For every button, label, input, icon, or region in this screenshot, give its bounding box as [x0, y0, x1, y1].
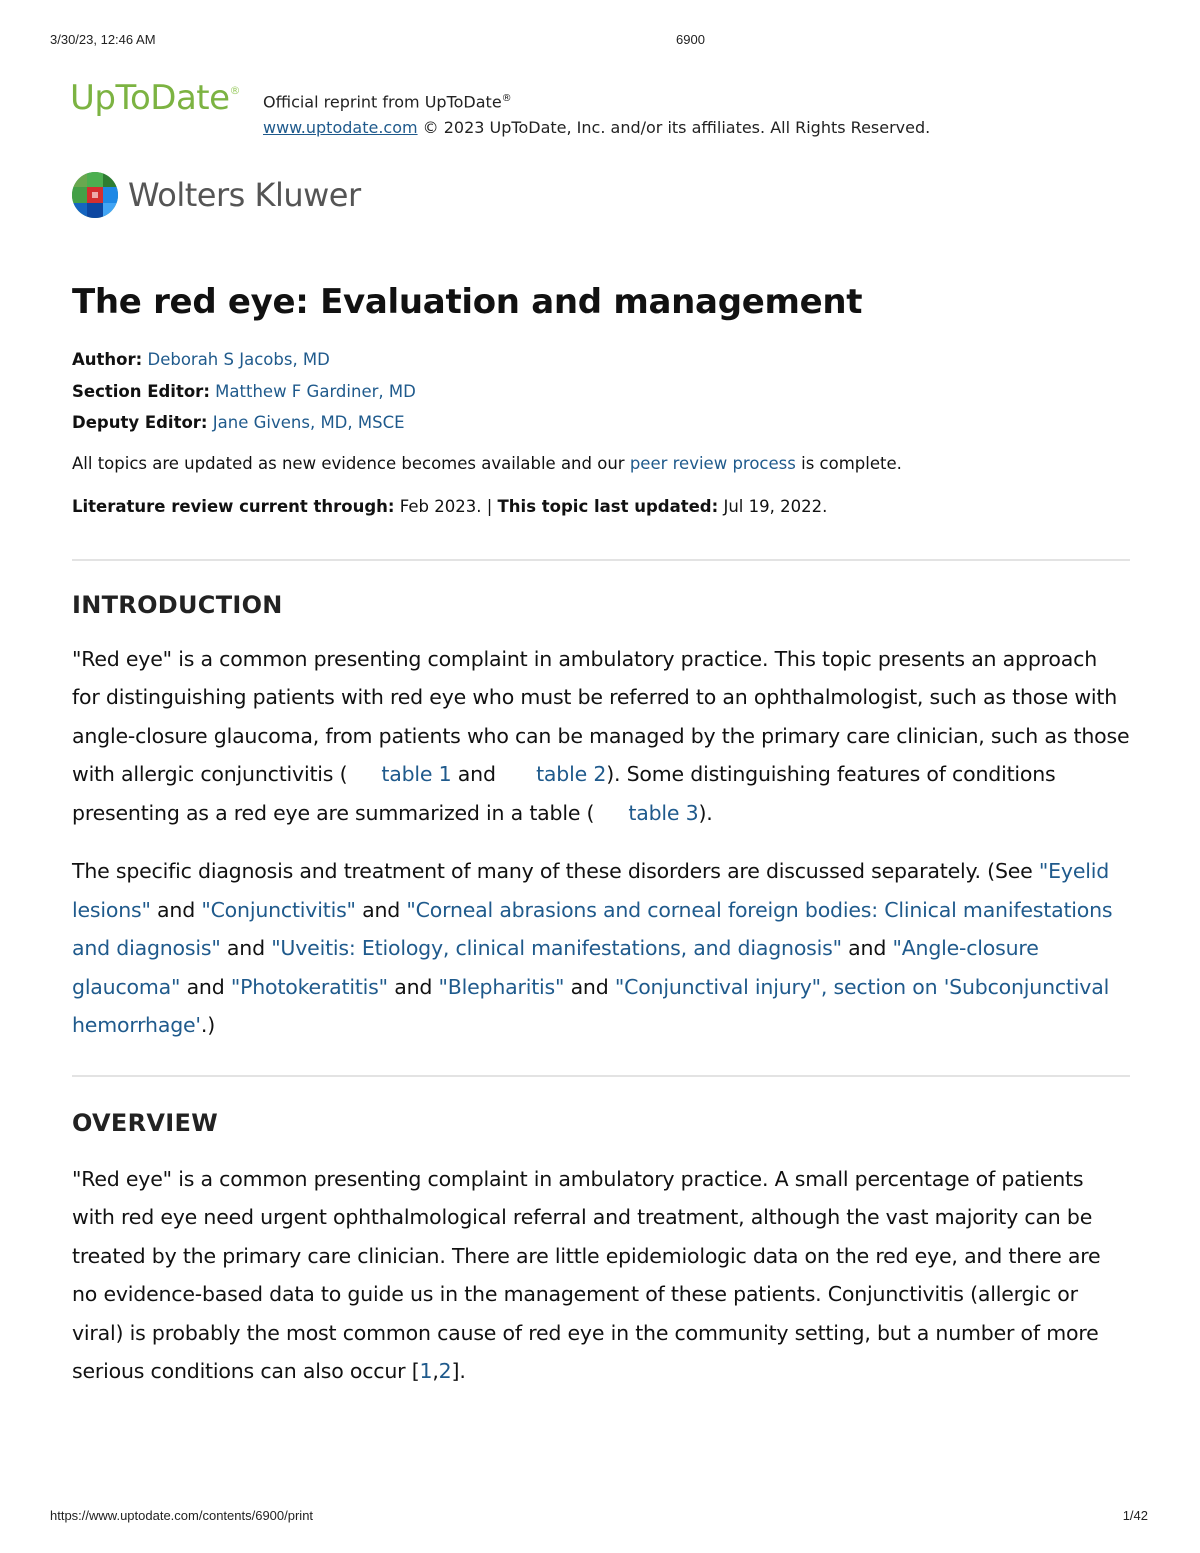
print-url: https://www.uptodate.com/contents/6900/print — [50, 1508, 314, 1523]
uptodate-logo: UpToDate® — [70, 78, 241, 118]
photokeratitis-link[interactable]: "Photokeratitis" — [230, 974, 388, 999]
overview-heading: OVERVIEW — [72, 1108, 218, 1137]
eyelid-lesions-link[interactable]: "Eyelid lesions" — [72, 859, 1110, 922]
blepharitis-link[interactable]: "Blepharitis" — [438, 974, 565, 999]
wolters-kluwer-globe-icon — [70, 170, 120, 220]
overview-paragraph-1: "Red eye" is a common presenting complaint in ambulatory practice. A small percentage of patients with red eye need urgent ophthalmological referral and treatment, although the vast majority can be treated by the primary care clinician. There are little epidemiologic data on the red eye, and there are no evidence-based data to guide us in the management of these patients. Conjunctivitis (allergic or viral) is probably the most common cause of red eye in the community setting, but a number of more serious conditions can also occur [1,2]. — [72, 1166, 1101, 1383]
peer-review-link[interactable]: peer review process — [629, 453, 796, 473]
intro-paragraph-1: "Red eye" is a common presenting complaint in ambulatory practice. This topic presents an approach for distinguishing patients with red eye who must be referred to an ophthalmologist, such as those with angle-closure glaucoma, from patients who can be managed by the primary care clinician, such as those with allergic conjunctivitis ( table 1 and table 2). Some distinguishing features of conditions presenting as a red eye are summarized in a table ( table 3). — [72, 646, 1130, 825]
article-authors: Author: Deborah S Jacobs, MD Section Editor: Matthew F Gardiner, MD Deputy Editor: Jane Givens, MD, MSCE — [72, 350, 416, 432]
uveitis-link[interactable]: "Uveitis: Etiology, clinical manifestations, and diagnosis" — [271, 936, 842, 960]
corneal-abrasions-link[interactable]: "Corneal abrasions and corneal foreign bodies: Clinical manifestations and diagnosis" — [72, 897, 1113, 960]
reference-1-link[interactable]: 1 — [419, 1359, 433, 1383]
reprint-line: Official reprint from UpToDate — [263, 92, 502, 112]
uptodate-link[interactable]: www.uptodate.com — [263, 118, 418, 138]
conjunctivitis-link[interactable]: "Conjunctivitis" — [201, 897, 356, 922]
reprint-notice: Official reprint from UpToDate® www.uptodate.com © 2023 UpToDate, Inc. and/or its affiliates. All Rights Reserved. — [263, 92, 931, 138]
reference-2-link[interactable]: 2 — [438, 1359, 452, 1383]
intro-paragraph-2: The specific diagnosis and treatment of many of these disorders are discussed separately. (See "Eyelid lesions" and "Conjunctivitis" and "Corneal abrasions and corneal foreign bodies: Clinical manifestations and diagnosis" and "Uveitis: Etiology, clinical manifestations, and diagnosis" and "Angle-closure glaucoma" and "Photokeratitis" and "Blepharitis" and "Conjunctival injury", section on 'Subconjunctival hemorrhage'.) — [72, 859, 1113, 1037]
page-number: 1/42 — [1122, 1508, 1148, 1523]
table-3-link[interactable]: table 3 — [628, 800, 699, 825]
update-note: All topics are updated as new evidence becomes available and our peer review process is complete. — [72, 453, 902, 473]
table-1-link[interactable]: table 1 — [381, 762, 452, 786]
divider — [72, 1075, 1130, 1077]
copyright-text: © 2023 UpToDate, Inc. and/or its affiliates. All Rights Reserved. — [417, 118, 931, 138]
table-2-link[interactable]: table 2 — [536, 762, 607, 786]
wolters-kluwer-logo — [70, 170, 361, 220]
divider — [72, 559, 1130, 561]
deputy-editor-link[interactable]: Jane Givens, MD, MSCE — [212, 413, 405, 432]
introduction-heading: INTRODUCTION — [72, 590, 283, 619]
section-editor-link[interactable]: Matthew F Gardiner, MD — [215, 381, 416, 401]
print-date: 3/30/23, 12:46 AM — [50, 32, 156, 47]
review-dates: Literature review current through: Feb 2023. | This topic last updated: Jul 19, 2022. — [72, 496, 828, 516]
article-title: The red eye: Evaluation and management — [72, 282, 863, 322]
conjunctival-injury-link[interactable]: "Conjunctival injury", section on 'Subconjunctival hemorrhage' — [72, 974, 1110, 1037]
author-link[interactable]: Deborah S Jacobs, MD — [147, 350, 330, 369]
angle-closure-glaucoma-link[interactable]: "Angle-closure glaucoma" — [72, 936, 1039, 999]
print-title: 6900 — [676, 32, 705, 47]
wolters-kluwer-wordmark: Wolters Kluwer — [128, 176, 361, 214]
article — [72, 282, 1130, 1391]
